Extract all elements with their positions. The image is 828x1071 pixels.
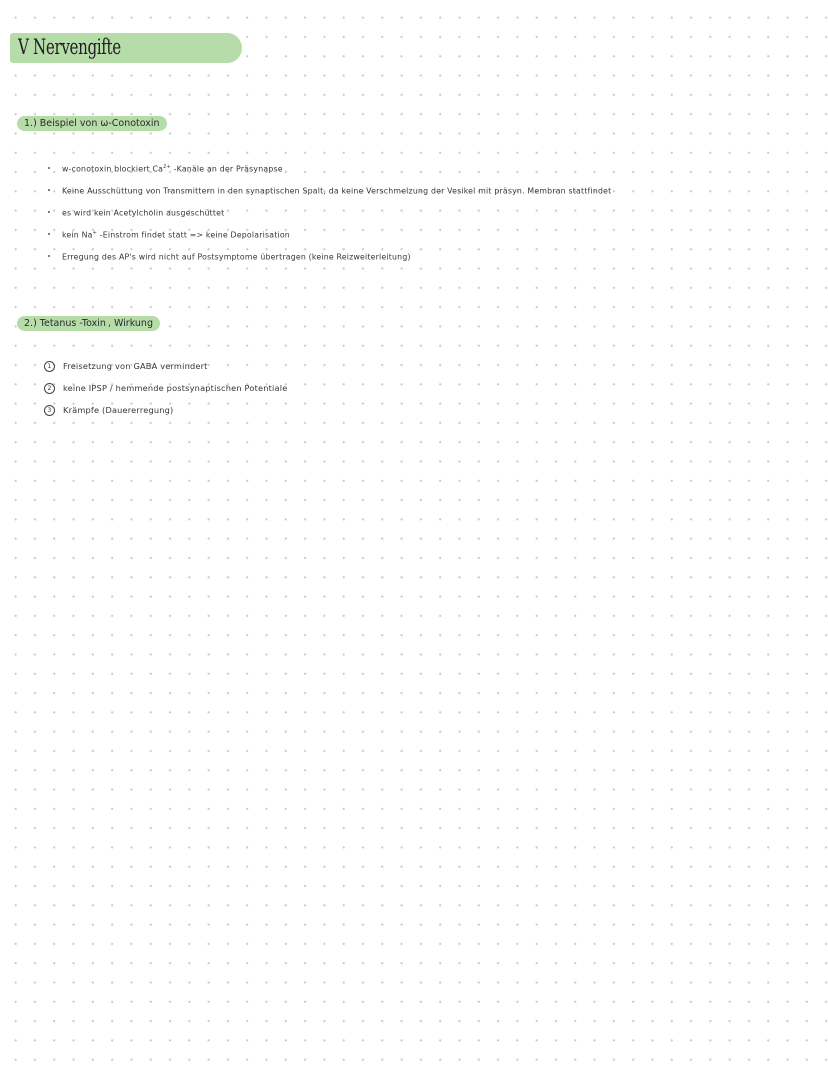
numbered-item (44, 405, 173, 416)
superscript: + (92, 230, 98, 236)
section-heading-2-text: 2.) Tetanus -Toxin (24, 318, 106, 329)
bullet-text: kein Na (62, 230, 93, 240)
circled-number: 1 (44, 361, 55, 372)
numbered-item (44, 383, 287, 394)
page-title: V Nervengifte (18, 35, 121, 59)
bullet-text: Keine Ausschüttung von Transmittern in den synaptischen Spalt, da keine Verschmelzung der Vesikel mit präsyn. Membran stattfindet (62, 186, 612, 196)
bullet-text-tail: -Kanäle an der Präsynapse (170, 164, 283, 174)
numbered-item-text: Krämpfe (Dauererregung) (63, 405, 174, 415)
bullet-item (62, 208, 224, 218)
bullet-text: Erregung des AP's wird nicht auf Postsymptome übertragen (keine Reizweiterleitung) (62, 252, 411, 262)
numbered-item-text: keine IPSP / hemmende postsynaptischen Potentiale (63, 383, 288, 393)
bullet-item (62, 230, 290, 240)
bullet-dot (48, 167, 50, 169)
section-heading-1: 1.) Beispiel von ω-Conotoxin (17, 116, 167, 131)
numbered-item (44, 361, 208, 372)
section-heading-2-note: , Wirkung (107, 318, 153, 329)
numbered-item-text: Freisetzung von GABA vermindert (63, 361, 208, 371)
bullet-text: w-conotoxin blockiert Ca (62, 164, 164, 174)
circled-number: 3 (44, 405, 55, 416)
bullet-item (62, 252, 411, 262)
bullet-item (62, 164, 283, 174)
bullet-text-tail: -Einstrom findet statt => keine Depolarisation (97, 230, 290, 240)
bullet-dot (48, 255, 50, 257)
bullet-dot (48, 233, 50, 235)
bullet-item (62, 186, 611, 196)
superscript: 2+ (163, 164, 171, 170)
bullet-text: es wird kein Acetylcholin ausgeschüttet (62, 208, 225, 218)
bullet-dot (48, 189, 50, 191)
section-heading-2 (17, 316, 160, 331)
title-highlight (10, 33, 242, 63)
circled-number: 2 (44, 383, 55, 394)
bullet-dot (48, 211, 50, 213)
